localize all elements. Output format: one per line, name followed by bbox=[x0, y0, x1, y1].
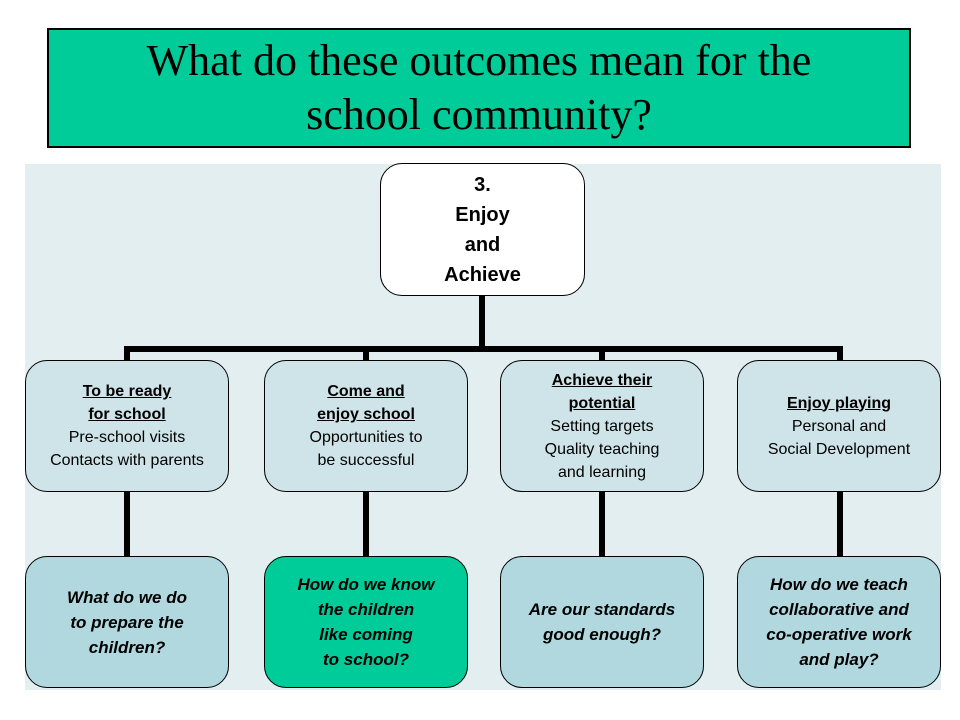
outcome-detail: Personal and bbox=[791, 417, 887, 435]
question-line: like coming bbox=[319, 625, 413, 644]
outcome-heading: potential bbox=[568, 394, 636, 412]
outcome-detail: Pre-school visits bbox=[68, 429, 186, 446]
question-line: collaborative and bbox=[769, 600, 909, 619]
question-line: to prepare the bbox=[70, 612, 184, 632]
root-line: Achieve bbox=[444, 263, 521, 286]
question-line: and play? bbox=[799, 650, 879, 669]
question-line: Are our standards bbox=[528, 600, 676, 619]
question-line: good enough? bbox=[542, 625, 662, 644]
root-line: and bbox=[464, 233, 501, 256]
question-node-like-coming bbox=[264, 556, 468, 688]
outcome-detail: Social Development bbox=[767, 440, 911, 458]
outcome-node-achieve-potential bbox=[500, 360, 704, 492]
outcome-detail: Contacts with parents bbox=[50, 452, 204, 469]
outcome-heading: Come and bbox=[327, 383, 405, 400]
question-line: How do we teach bbox=[770, 575, 908, 594]
outcome-node-enjoy-school bbox=[264, 360, 468, 492]
question-line: How do we know bbox=[297, 575, 435, 594]
question-line: co-operative work bbox=[766, 625, 912, 644]
question-line: children? bbox=[88, 637, 166, 657]
question-line: What do we do bbox=[67, 587, 187, 607]
outcome-detail: and learning bbox=[557, 463, 647, 481]
question-line: the children bbox=[317, 600, 415, 619]
outcome-node-enjoy-playing bbox=[737, 360, 941, 492]
root-line: Enjoy bbox=[455, 203, 510, 226]
slide-title-line-2: school community? bbox=[306, 90, 652, 139]
root-line: 3. bbox=[474, 173, 491, 196]
question-node-prepare-children bbox=[25, 556, 229, 688]
outcome-detail: Quality teaching bbox=[544, 440, 660, 458]
slide-title-line-1: What do these outcomes mean for the bbox=[146, 36, 812, 85]
question-node-standards bbox=[500, 556, 704, 688]
outcome-detail: be successful bbox=[317, 452, 415, 469]
outcome-detail: Setting targets bbox=[550, 417, 654, 435]
outcome-heading: Enjoy playing bbox=[786, 394, 891, 412]
outcome-heading: enjoy school bbox=[317, 406, 415, 423]
question-line: to school? bbox=[323, 650, 409, 669]
outcome-node-ready-for-school bbox=[25, 360, 229, 492]
question-node-collaborative-work bbox=[737, 556, 941, 688]
outcome-heading: Achieve their bbox=[551, 371, 653, 389]
outcome-detail: Opportunities to bbox=[309, 429, 423, 446]
root-node bbox=[380, 163, 585, 296]
outcome-heading: for school bbox=[88, 406, 166, 423]
outcome-heading: To be ready bbox=[82, 383, 172, 400]
